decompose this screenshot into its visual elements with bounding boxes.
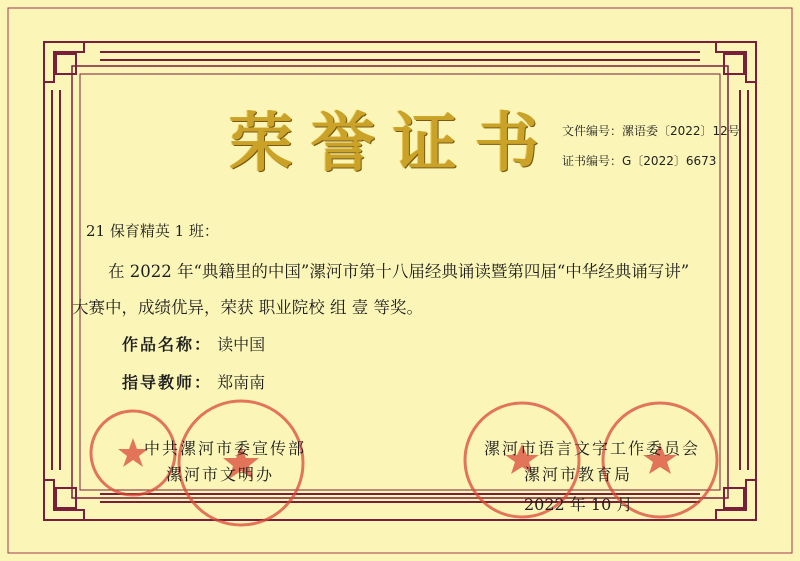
certificate-number: 证书编号：G〔2022〕6673 — [562, 154, 717, 168]
award-text-line1: 在 2022 年“典籍里的中国”漯河市第十八届经典诵读暨第四届“中华经典诵写讲” — [108, 262, 690, 281]
document-number: 文件编号：漯语委〔2022〕12号 — [562, 124, 740, 138]
recipient: 21 保育精英 1 班： — [86, 222, 219, 240]
issuer-propaganda-department: 中共漯河市委宣传部 — [144, 439, 307, 458]
certificate-title: 荣誉证书 — [229, 106, 557, 181]
work-name-value: 读中国 — [217, 335, 266, 354]
teacher-label: 指导教师： — [122, 373, 213, 392]
work-name-row — [122, 332, 265, 355]
teacher-row — [122, 370, 265, 393]
award-text-line2: 大赛中，成绩优异，荣获 职业院校 组 壹 等奖。 — [72, 298, 423, 317]
issuer-civilization-office: 漯河市文明办 — [166, 465, 275, 484]
issuer-language-committee: 漯河市语言文字工作委员会 — [484, 439, 701, 458]
issuer-education-bureau: 漯河市教育局 — [524, 465, 633, 484]
work-name-label: 作品名称： — [122, 335, 213, 354]
issue-date: 2022 年 10 月 — [524, 495, 633, 514]
teacher-value: 郑南南 — [217, 373, 266, 392]
